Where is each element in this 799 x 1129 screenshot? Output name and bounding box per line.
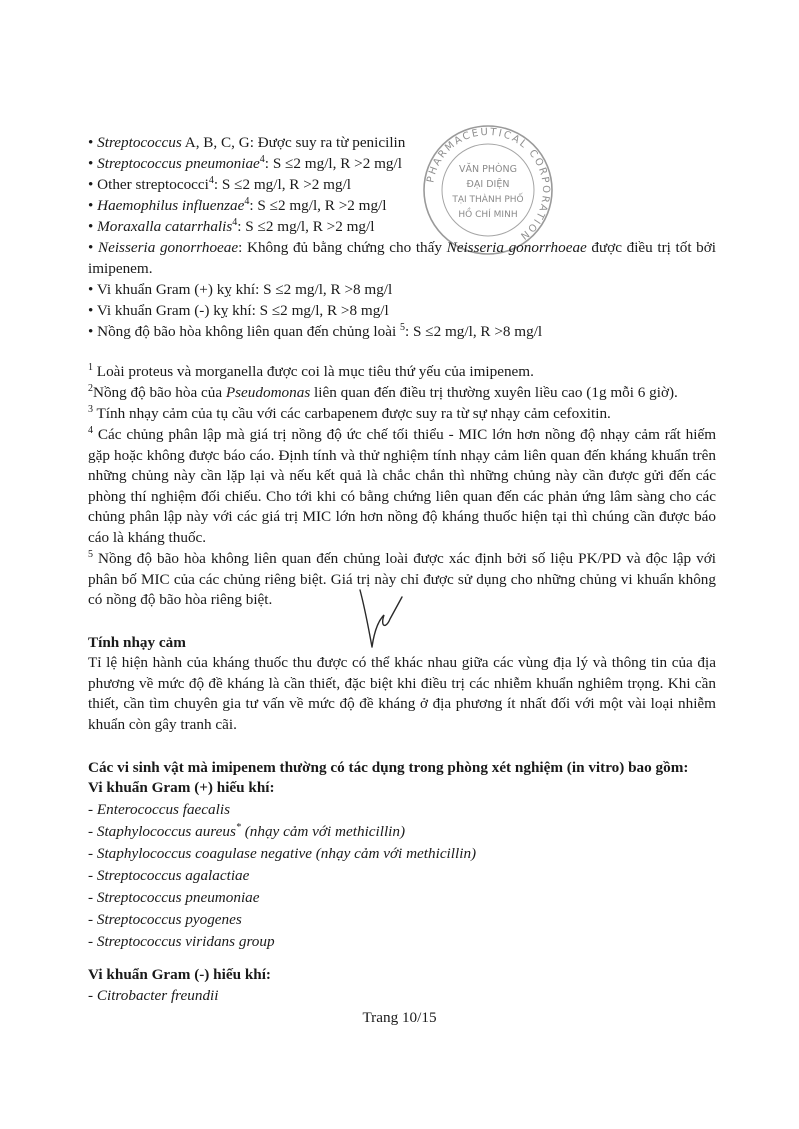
footnote-3: $^3$ Tính nhạy cảm của tụ cầu với các carbapenem được suy ra từ sự nhạy cảm cefoxitin. (88, 403, 611, 422)
susceptibility-paragraph: Tỉ lệ hiện hành của kháng thuốc thu được có thể khác nhau giữa các vùng địa lý và thông tin của địa phương về mức độ đề kháng là cần thiết, đặc biệt khi điều trị các nhiễm khuẩn nghiêm trọng. Khi cần thiết, cần tìm chuyên gia tư vấn về mức độ đề kháng ở địa phương ít nhất đối với một vài loại nhiễm khuẩn còn gây tranh cãi. (88, 654, 716, 733)
organism-item: - Streptococcus pneumoniae (88, 889, 260, 906)
stamp-line-2: ĐẠI DIỆN (466, 179, 510, 190)
organism-item: - Streptococcus viridans group (88, 933, 275, 950)
breakpoint-item: • Vi khuẩn Gram (+) kỵ khí: S ≤2 mg/l, R >8 mg/l (88, 281, 393, 298)
footnote-2: $^2$Nồng độ bão hòa của Pseudomonas liên quan đến điều trị thường xuyên liều cao (1g mỗi 6 giờ). (88, 382, 678, 401)
stamp-line-4: HỒ CHÍ MINH (458, 210, 518, 220)
organism-item: - Streptococcus pyogenes (88, 911, 242, 928)
stamp-line-1: VĂN PHÒNG (459, 164, 517, 175)
handwritten-signature (350, 585, 410, 655)
footnote-4: $^4$ Các chủng phân lập mà giá trị nồng độ ức chế tối thiểu - MIC lớn hơn nồng độ nhạy cảm rất hiếm gặp hoặc không được báo cáo. Định tính và thử nghiệm tính nhạy cảm liên quan đến kháng khuẩn trên những chủng này cần lặp lại và nếu kết quả là chắc chắn thì những chủng này cần được gửi đến các phòng thí nghiệm đối chiếu. Cho tới khi có bằng chứng liên quan đến các phản ứng lâm sàng cho các chủng phân lập này với các giá trị MIC lớn hơn nồng độ kháng thuốc hiện tại thì chúng cần được báo cáo là kháng thuốc. (88, 424, 717, 546)
organism-item: - Streptococcus agalactiae (88, 867, 250, 884)
footnote-5: $^5$ Nồng độ bão hòa không liên quan đến chủng loài được xác định bởi số liệu PK/PD và độc lập với phân bố MIC của các chủng riêng biệt. Giá trị này chỉ được sử dụng cho những chủng vi khuẩn không có nồng độ bão hòa riêng biệt. (88, 548, 716, 608)
organisms-heading: Các vi sinh vật mà imipenem thường có tác dụng trong phòng xét nghiệm (in vitro) bao gồm: (88, 759, 689, 776)
breakpoint-item: • Streptococcus A, B, C, G: Được suy ra từ penicilin (88, 134, 406, 151)
breakpoint-item: • Moraxalla catarrhalis$^4$: S ≤2 mg/l, R >2 mg/l (88, 216, 375, 235)
gram-positive-heading: Vi khuẩn Gram (+) hiếu khí: (88, 779, 275, 796)
breakpoint-item: • Streptococcus pneumoniae$^4$: S ≤2 mg/l, R >2 mg/l (88, 153, 402, 172)
stamp-outer-text: PHARMACEUTICAL CORPORATION (425, 126, 552, 243)
breakpoint-item: • Haemophilus influenzae$^4$: S ≤2 mg/l, R >2 mg/l (88, 195, 387, 214)
page-number: Trang 10/15 (362, 1009, 437, 1026)
organism-item: - Enterococcus faecalis (88, 801, 230, 818)
breakpoint-item: • Other streptococci$^4$: S ≤2 mg/l, R >2 mg/l (88, 174, 352, 193)
footnote-1: $^1$ Loài proteus và morganella được coi là mục tiêu thứ yếu của imipenem. (88, 361, 534, 380)
breakpoint-item: • Nồng độ bão hòa không liên quan đến chủng loài $^5$: S ≤2 mg/l, R >8 mg/l (88, 321, 543, 340)
breakpoint-neisseria: • Neisseria gonorrhoeae: Không đủ bằng chứng cho thấy Neisseria gonorrhoeae được điều trị tốt bởi imipenem. (88, 239, 717, 277)
section-heading-susceptibility: Tính nhạy cảm (88, 634, 186, 651)
breakpoint-item: • Vi khuẩn Gram (-) kỵ khí: S ≤2 mg/l, R >8 mg/l (88, 302, 389, 319)
organism-item: - Staphylococcus aureus* (nhạy cảm với methicillin) (88, 821, 406, 840)
stamp-line-3: TẠI THÀNH PHỐ (452, 195, 524, 205)
organism-item: - Citrobacter freundii (88, 987, 219, 1004)
organism-item: - Staphylococcus coagulase negative (nhạy cảm với methicillin) (88, 845, 477, 862)
gram-negative-heading: Vi khuẩn Gram (-) hiếu khí: (88, 966, 271, 983)
